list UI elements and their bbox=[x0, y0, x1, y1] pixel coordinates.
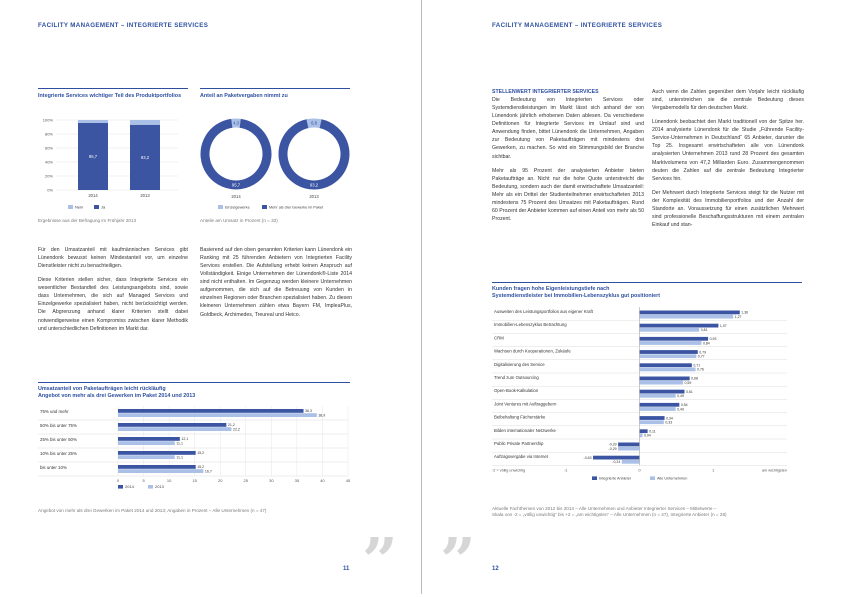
legend-label: Einzelgewerke bbox=[225, 206, 250, 210]
legend-swatch-2014 bbox=[118, 485, 123, 489]
category-label: Public Private Partnership bbox=[494, 441, 544, 446]
data-label: 15,2 bbox=[197, 465, 204, 469]
data-label: 36,3 bbox=[305, 409, 312, 413]
bar-Alle Unternehmen bbox=[640, 341, 702, 345]
paragraph: Lünendonk beobachtet den Markt traditionell von der Spitze her. 2014 analysierte Lünendonk für die Studie „Führende Facility-Service-Unternehmen in Deutschland“ 65 Anbieter, darunter die Top 25. Insgesamt erwirtschafteten alle von Lünendonk analysierten Unternehmen 2013 rund 28 Prozent des gesamten Marktvolumens von 47,2 Milliarden Euro. Zusammengenommen deuten die Zahlen auf die zentrale Bedeutung Integrierter Services hin. bbox=[652, 118, 804, 183]
x-tick-label: 40 bbox=[320, 478, 325, 483]
legend-label: Ja bbox=[101, 205, 106, 210]
category-label: Open-Book-Kalkulation bbox=[494, 388, 539, 393]
donut-year-label: 2013 bbox=[309, 194, 319, 199]
x-tick-label: 5 bbox=[142, 478, 145, 483]
x-tick-label: 45 bbox=[346, 478, 351, 483]
panel-rule bbox=[38, 88, 188, 89]
bar-Integrierte Anbieter bbox=[640, 377, 690, 381]
section-heading: STELLENWERT INTEGRIERTER SERVICES bbox=[492, 88, 644, 96]
x-tick-label: 1 bbox=[712, 467, 715, 472]
title-line: Umsatzanteil von Paketaufträgen leicht rückläufig bbox=[38, 386, 350, 393]
x-tick-label: 2014 bbox=[88, 193, 98, 198]
page-right bbox=[422, 0, 843, 594]
data-label: 1,07 bbox=[720, 324, 727, 328]
panel-rule bbox=[492, 282, 802, 283]
category-label: Joint Ventures mit Auftraggebern bbox=[494, 401, 557, 406]
data-label: 1,27 bbox=[735, 315, 742, 319]
bar-2014 bbox=[118, 451, 196, 455]
category-label: Auftragsvergabe via Internet bbox=[494, 454, 549, 459]
legend-label: Alle Unternehmen bbox=[657, 476, 687, 480]
data-label: 0,59 bbox=[685, 381, 692, 385]
bar-Alle Unternehmen bbox=[640, 368, 696, 372]
legend-label: Nein bbox=[75, 205, 83, 210]
category-label: Beibehaltung Fächerstärke bbox=[494, 415, 546, 420]
x-tick-label: 15 bbox=[192, 478, 197, 483]
donut-slice bbox=[283, 124, 345, 185]
bar-Alle Unternehmen bbox=[640, 434, 643, 438]
panel-caption bbox=[492, 506, 804, 517]
title-line: Angebot von mehr als drei Gewerken im Paket 2014 und 2013 bbox=[38, 393, 350, 400]
category-label: Wachsen durch Kooperationen, Zukäufe bbox=[494, 349, 571, 354]
bar-2013 bbox=[118, 455, 175, 459]
panel-rule bbox=[38, 382, 350, 383]
axis-end-label-right: am wichtigsten bbox=[762, 468, 787, 472]
bar-Alle Unternehmen bbox=[640, 315, 734, 319]
category-label: bis unter 10% bbox=[40, 465, 67, 470]
title-line: Systemdienstleister bei Immobilien-Lebenszyklus gut positioniert bbox=[492, 293, 802, 300]
legend-label: Mehr als drei Gewerke im Paket bbox=[269, 206, 324, 210]
bar-Integrierte Anbieter bbox=[640, 350, 698, 354]
bar-Alle Unternehmen bbox=[640, 394, 676, 398]
data-label: 0,79 bbox=[699, 350, 706, 354]
data-label: 0,49 bbox=[677, 394, 684, 398]
paragraph: Auch wenn die Zahlen gegenüber dem Vorjahr leicht rückläufig sind, unterstreichen sie die zentrale Bedeutung dieses Vergabemodells für den deutschen Markt. bbox=[652, 88, 804, 112]
panel-caption: Anteile am Umsatz in Prozent (n = 33) bbox=[200, 218, 278, 224]
bar-2014 bbox=[118, 465, 196, 469]
data-label: 0,04 bbox=[644, 434, 651, 438]
category-label: 50% bis unter 75% bbox=[40, 423, 77, 428]
data-label: 0,93 bbox=[710, 337, 717, 341]
x-tick-label: 35 bbox=[295, 478, 300, 483]
slice-label: 95,7 bbox=[232, 183, 241, 188]
bar-Integrierte Anbieter bbox=[618, 443, 639, 447]
category-label: Ausweiten des Leistungsportfolios aus eigener Kraft bbox=[494, 309, 594, 314]
bar-Integrierte Anbieter bbox=[640, 337, 709, 341]
body-column-2 bbox=[652, 88, 804, 235]
data-label: 0,68 bbox=[691, 377, 698, 381]
legend-label: 2013 bbox=[155, 484, 165, 489]
page-number: 11 bbox=[343, 566, 349, 572]
data-label: 12,1 bbox=[181, 437, 188, 441]
category-label: Trend zum Outsourcing bbox=[494, 375, 539, 380]
legend-swatch-integriert bbox=[592, 476, 597, 480]
x-tick-label: -1 bbox=[564, 467, 568, 472]
legend-swatch-einzel bbox=[218, 205, 223, 209]
data-label: 11,1 bbox=[176, 455, 183, 459]
data-label: 0,84 bbox=[703, 341, 710, 345]
bar-Integrierte Anbieter bbox=[640, 363, 692, 367]
x-tick-label: 0 bbox=[638, 467, 641, 472]
data-label: 15,2 bbox=[197, 451, 204, 455]
x-tick-label: 20 bbox=[218, 478, 223, 483]
x-tick-label: 10 bbox=[167, 478, 172, 483]
bar-2014 bbox=[118, 423, 226, 427]
data-label: 0,61 bbox=[686, 390, 693, 394]
x-tick-label: 0 bbox=[117, 478, 120, 483]
data-label: 16,7 bbox=[205, 469, 212, 473]
bar-Integrierte Anbieter bbox=[640, 311, 740, 315]
category-label: Digitalisierung des Service bbox=[494, 362, 545, 367]
bar-nein bbox=[130, 120, 160, 125]
category-label: 75% und mehr bbox=[40, 409, 69, 414]
category-label: Bilden internationaler Netzwerke bbox=[494, 428, 556, 433]
legend-swatch-2013 bbox=[148, 485, 153, 489]
data-label: 21,2 bbox=[228, 423, 235, 427]
donut-year-label: 2014 bbox=[231, 194, 241, 199]
data-label: 0,71 bbox=[693, 364, 700, 368]
legend-swatch-paket bbox=[262, 205, 267, 209]
bar-Integrierte Anbieter bbox=[640, 324, 719, 328]
bar-Alle Unternehmen bbox=[640, 381, 684, 385]
title-line: Kunden fragen hohe Eigenleistungstiefe nach bbox=[492, 286, 802, 293]
data-label: -0,63 bbox=[584, 456, 592, 460]
data-label: -0,29 bbox=[609, 447, 617, 451]
panel-caption: Angebot von mehr als drei Gewerken im Paket 2014 und 2013; Angaben in Prozent – Alle Unternehmen (n = 47) bbox=[38, 508, 266, 514]
legend-swatch-ja bbox=[94, 205, 99, 209]
bar-nein bbox=[78, 120, 108, 123]
quote-mark-decoration: ” bbox=[440, 530, 476, 592]
x-tick-label: 25 bbox=[244, 478, 249, 483]
bar-Alle Unternehmen bbox=[622, 460, 640, 464]
bar-Alle Unternehmen bbox=[640, 420, 664, 424]
data-label: 22,2 bbox=[233, 427, 240, 431]
donut-charts bbox=[198, 112, 354, 216]
bar-Integrierte Anbieter bbox=[640, 429, 648, 433]
x-tick-label: 2013 bbox=[140, 193, 150, 198]
data-label: 0,49 bbox=[677, 407, 684, 411]
bar-Integrierte Anbieter bbox=[593, 456, 639, 460]
y-tick-label: 20% bbox=[45, 174, 53, 179]
category-label: 25% bis unter 50% bbox=[40, 437, 77, 442]
legend-swatch-alle bbox=[650, 476, 655, 480]
bar-2013 bbox=[118, 413, 317, 417]
slice-label: 6,8 bbox=[311, 121, 317, 126]
quote-mark-decoration: ” bbox=[362, 530, 398, 592]
bar-Integrierte Anbieter bbox=[640, 403, 680, 407]
bar-Alle Unternehmen bbox=[618, 447, 639, 451]
bar-2013 bbox=[118, 427, 231, 431]
panel-title-umsatzanteil bbox=[38, 386, 350, 400]
axis-end-label-left: -2 = völlig unwichtig bbox=[492, 468, 525, 472]
y-tick-label: 0% bbox=[47, 188, 53, 193]
x-tick-label: 30 bbox=[269, 478, 274, 483]
panel-rule bbox=[200, 88, 350, 89]
data-label: 38,9 bbox=[318, 413, 325, 417]
paragraph: Für den Umsatzanteil mit kaufmännischen Services gibt Lünendonk bewusst keinen Mindestanteil vor, um einzelne Dienstleister nicht zu benachteiligen. bbox=[38, 246, 188, 270]
stacked-bar-chart bbox=[38, 112, 190, 216]
bar-Integrierte Anbieter bbox=[640, 390, 685, 394]
data-label: 11,1 bbox=[176, 441, 183, 445]
y-tick-label: 100% bbox=[43, 118, 54, 123]
horizontal-bar-chart-fachthemen bbox=[492, 305, 804, 499]
data-label-nein: 6,8 bbox=[142, 103, 148, 108]
slice-label: 4,3 bbox=[233, 121, 239, 126]
legend-label: 2014 bbox=[125, 484, 135, 489]
bar-2013 bbox=[118, 469, 203, 473]
running-header: FACILITY MANAGEMENT – INTEGRIERTE SERVICES bbox=[38, 22, 208, 29]
panel-title-kunden bbox=[492, 286, 802, 300]
paragraph: Der Mehrwert durch Integrierte Services steigt für die Nutzer mit der Komplexität des Immobilienportfolios und der Anzahl der Standorte an. Voraussetzung für einen zusätzlichen Mehrwert sind professionelle Beschaffungsstrukturen mit einem zentralen Einkauf und stan- bbox=[652, 189, 804, 229]
panel-title-paketvergaben: Anteil an Paketvergaben nimmt zu bbox=[200, 93, 350, 100]
data-label: 0,81 bbox=[701, 328, 708, 332]
data-label: 0,33 bbox=[665, 421, 672, 425]
data-label: -0,29 bbox=[609, 443, 617, 447]
data-label-ja: 95,7 bbox=[89, 154, 98, 159]
panel-caption: Ergebnisse aus der Befragung im Frühjahr 2013 bbox=[38, 218, 136, 224]
body-column-right bbox=[200, 246, 352, 325]
panel-title-integrierte-services: Integrierte Services wichtiger Teil des Produktportfolios bbox=[38, 93, 188, 100]
data-label: 0,54 bbox=[681, 403, 688, 407]
bar-2013 bbox=[118, 441, 175, 445]
y-tick-label: 60% bbox=[45, 146, 53, 151]
paragraph: Diese Kriterien stellen sicher, dass Integrierte Services ein wesentlicher Bestandteil des Leistungsangebots sind, sowie dass Unternehmen, die sich auf Managed Services und Einzelgewerke spezialisiert haben, nicht berücksichtigt werden. Die Abgrenzung anhand klarer Kriterien stellt dabei notwendigerweise einen Kompromiss zwischen klarer Methodik und unterschiedlichen Definitionen im Markt dar. bbox=[38, 276, 188, 332]
bar-2014 bbox=[118, 437, 180, 441]
page-left bbox=[0, 0, 421, 594]
bar-Alle Unternehmen bbox=[640, 328, 700, 332]
caption-line: Skala von -2 = „völlig unwichtig“ bis +2 = „am wichtigsten“ – Alle Unternehmen (n = 47), Integrierte Anbieter (n = 28) bbox=[492, 512, 804, 518]
body-column-left bbox=[38, 246, 188, 339]
horizontal-bar-chart-umsatzanteil bbox=[38, 404, 352, 500]
data-label: -0,24 bbox=[612, 460, 620, 464]
data-label: 1,36 bbox=[741, 311, 748, 315]
y-tick-label: 80% bbox=[45, 132, 53, 137]
data-label-nein: 4,3 bbox=[90, 108, 96, 113]
data-label: 0,76 bbox=[697, 368, 704, 372]
category-label: Immobilien-Lebenszyklus Betrachtung bbox=[494, 322, 567, 327]
bar-Alle Unternehmen bbox=[640, 407, 676, 411]
paragraph: Mehr als 95 Prozent der analysierten Anbieter bieten Paketaufträge an. Nicht nur die hohe Quote unterstreicht die Bedeutung, sondern auch der damit erwirtschaftete Umsatzanteil: Mehr als ein Drittel der Studienteilnehmer erwirtschafteten 2013 mindestens 75 Prozent des Umsatzes mit Paketaufträgen. Rund 60 Prozent der Anbieter kommen auf einen Anteil von mehr als 50 Prozent. bbox=[492, 167, 644, 223]
running-header: FACILITY MANAGEMENT – INTEGRIERTE SERVICES bbox=[492, 22, 662, 29]
legend-label: Integrierte Anbieter bbox=[599, 476, 632, 480]
data-label: 0,11 bbox=[649, 430, 656, 434]
slice-label: 93,2 bbox=[310, 183, 319, 188]
caption-line: Aktuelle Fachthemen von 2012 bis 2014 – Alle Unternehmen und Anbieter Integrierter Services – Mittelwerte – bbox=[492, 506, 804, 512]
body-column-1 bbox=[492, 88, 644, 229]
bar-Alle Unternehmen bbox=[640, 354, 697, 358]
category-label: 10% bis unter 25% bbox=[40, 451, 77, 456]
data-label: 0,34 bbox=[666, 416, 673, 420]
legend-swatch-nein bbox=[68, 205, 73, 209]
category-label: CRM bbox=[494, 335, 504, 340]
bar-Integrierte Anbieter bbox=[640, 416, 665, 420]
y-tick-label: 40% bbox=[45, 160, 53, 165]
data-label: 0,77 bbox=[698, 355, 705, 359]
donut-slice bbox=[205, 123, 267, 185]
data-label-ja: 93,2 bbox=[141, 155, 150, 160]
bar-2014 bbox=[118, 409, 304, 413]
paragraph: Die Bedeutung von Integrierten Services oder Systemdienstleistungen im Markt lässt sich anhand der von Lünendonk jährlich erhobenen Daten ablesen. Da verschiedene Definitionen für Integrierte Services im Umlauf sind und Anwendung finden, bittet Lünendonk die Unternehmen, Angaben zur Bedeutung von Paketaufträgen mit mindestens drei Gewerken, zu machen. So wird ein Stimmungsbild der Branche sichtbar. bbox=[492, 96, 644, 161]
paragraph: Basierend auf den oben genannten Kriterien kann Lünendonk ein Ranking mit 25 führenden Anbietern von Integrierten Facility Services erstellen. Die Aufstellung erhebt keinen Anspruch auf Vollständigkeit. Einige Unternehmen der Lünendonk®-Liste 2014 sind nicht enthalten. Im Gegenzug werden kleinere Unternehmen aufgenommen, die sich auf die Betreuung von Kunden in einzelnen Regionen oder Branchen spezialisiert haben. Zu diesen kleineren Unternehmen zählen etwa Bayern FM, ImpleaPlus, Goldbeck, Archimedes, Treureal und Heico. bbox=[200, 246, 352, 319]
page-number: 12 bbox=[492, 566, 499, 572]
